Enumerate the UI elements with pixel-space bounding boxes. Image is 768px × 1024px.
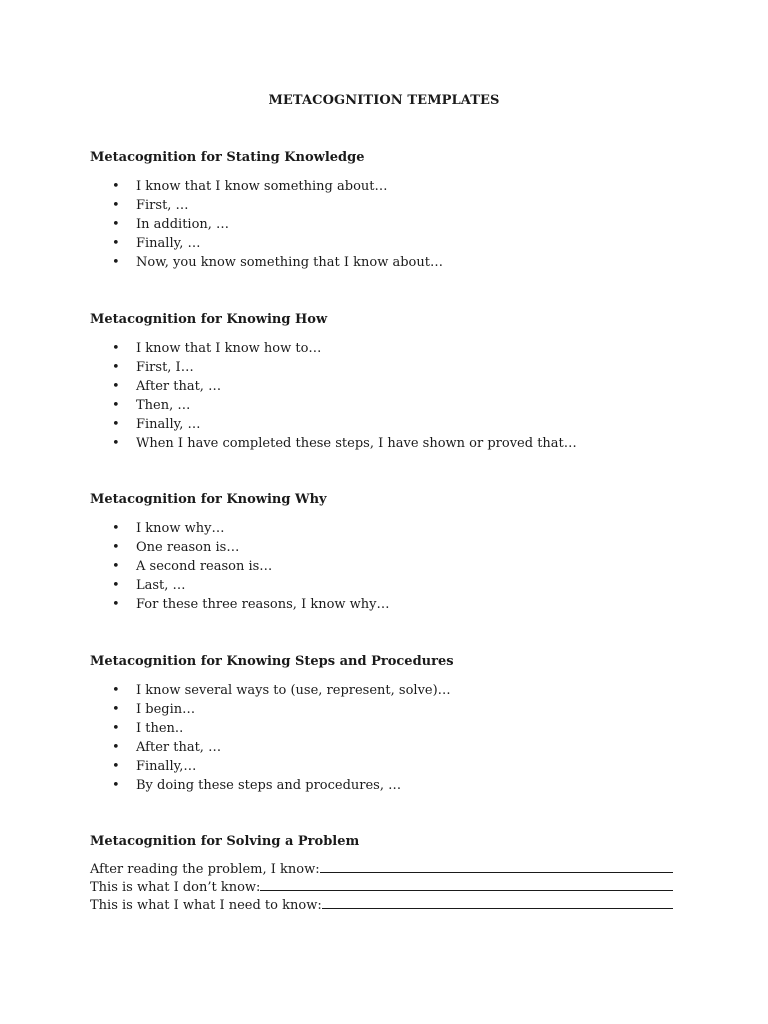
list-item-text: Now, you know something that I know about… (136, 255, 443, 270)
section-solving-problem (90, 832, 710, 914)
list-item-text: I know why… (136, 521, 225, 536)
list-item (90, 253, 710, 272)
list-item-text: First, … (136, 198, 189, 213)
bullet-icon: • (112, 436, 120, 451)
bullet-list (90, 519, 710, 614)
bullet-icon: • (112, 683, 120, 698)
section-knowing-why (90, 490, 710, 614)
list-item-text: A second reason is… (136, 559, 273, 574)
fill-in-blank (320, 860, 673, 873)
list-item (90, 719, 710, 738)
list-item (90, 757, 710, 776)
bullet-icon: • (112, 379, 120, 394)
bullet-icon: • (112, 398, 120, 413)
list-item (90, 339, 710, 358)
list-item (90, 738, 710, 757)
section-stating-knowledge (90, 148, 710, 272)
list-item-text: By doing these steps and procedures, … (136, 778, 402, 793)
section-heading: Metacognition for Stating Knowledge (90, 150, 365, 165)
list-item (90, 215, 710, 234)
section-steps-procedures (90, 652, 710, 795)
bullet-list (90, 681, 710, 795)
bullet-icon: • (112, 759, 120, 774)
list-item (90, 776, 710, 795)
fill-in-blank (260, 878, 673, 891)
fill-in-row (90, 860, 710, 878)
list-item-text: When I have completed these steps, I have shown or proved that… (136, 436, 577, 451)
fill-in-label: This is what I what I need to know: (90, 898, 322, 913)
list-item (90, 700, 710, 719)
list-item (90, 415, 710, 434)
list-item-text: Finally, … (136, 417, 201, 432)
list-item (90, 595, 710, 614)
bullet-icon: • (112, 417, 120, 432)
list-item-text: I know several ways to (use, represent, solve)… (136, 683, 451, 698)
list-item (90, 434, 710, 453)
section-heading: Metacognition for Knowing Why (90, 492, 327, 507)
list-item (90, 519, 710, 538)
bullet-icon: • (112, 521, 120, 536)
bullet-icon: • (112, 702, 120, 717)
bullet-icon: • (112, 559, 120, 574)
fill-in-row (90, 878, 710, 896)
fill-in-blank (322, 896, 673, 909)
section-heading: Metacognition for Solving a Problem (90, 834, 360, 849)
bullet-icon: • (112, 236, 120, 251)
fill-in-label: This is what I don’t know: (90, 880, 261, 895)
list-item-text: After that, … (136, 379, 222, 394)
list-item (90, 576, 710, 595)
fill-in-lines (90, 860, 710, 914)
bullet-icon: • (112, 540, 120, 555)
bullet-icon: • (112, 179, 120, 194)
list-item (90, 538, 710, 557)
list-item (90, 396, 710, 415)
list-item-text: I know that I know how to… (136, 341, 322, 356)
bullet-icon: • (112, 597, 120, 612)
fill-in-label: After reading the problem, I know: (90, 862, 320, 877)
list-item-text: I know that I know something about… (136, 179, 388, 194)
list-item (90, 177, 710, 196)
bullet-list (90, 177, 710, 272)
fill-in-row (90, 896, 710, 914)
bullet-icon: • (112, 740, 120, 755)
bullet-icon: • (112, 217, 120, 232)
list-item-text: First, I… (136, 360, 194, 375)
bullet-icon: • (112, 360, 120, 375)
list-item (90, 557, 710, 576)
bullet-icon: • (112, 198, 120, 213)
bullet-icon: • (112, 255, 120, 270)
list-item-text: Finally,… (136, 759, 197, 774)
list-item-text: Finally, … (136, 236, 201, 251)
bullet-icon: • (112, 721, 120, 736)
list-item (90, 234, 710, 253)
document-title: METACOGNITION TEMPLATES (268, 93, 500, 108)
list-item (90, 358, 710, 377)
list-item-text: Then, … (136, 398, 191, 413)
list-item-text: I then.. (136, 721, 184, 736)
list-item-text: One reason is… (136, 540, 240, 555)
bullet-list (90, 339, 710, 453)
list-item-text: For these three reasons, I know why… (136, 597, 390, 612)
section-knowing-how (90, 310, 710, 453)
list-item (90, 681, 710, 700)
section-heading: Metacognition for Knowing How (90, 312, 328, 327)
list-item (90, 377, 710, 396)
list-item-text: I begin… (136, 702, 196, 717)
bullet-icon: • (112, 578, 120, 593)
bullet-icon: • (112, 341, 120, 356)
list-item-text: In addition, … (136, 217, 230, 232)
section-heading: Metacognition for Knowing Steps and Procedures (90, 654, 454, 669)
list-item-text: After that, … (136, 740, 222, 755)
list-item-text: Last, … (136, 578, 186, 593)
list-item (90, 196, 710, 215)
bullet-icon: • (112, 778, 120, 793)
